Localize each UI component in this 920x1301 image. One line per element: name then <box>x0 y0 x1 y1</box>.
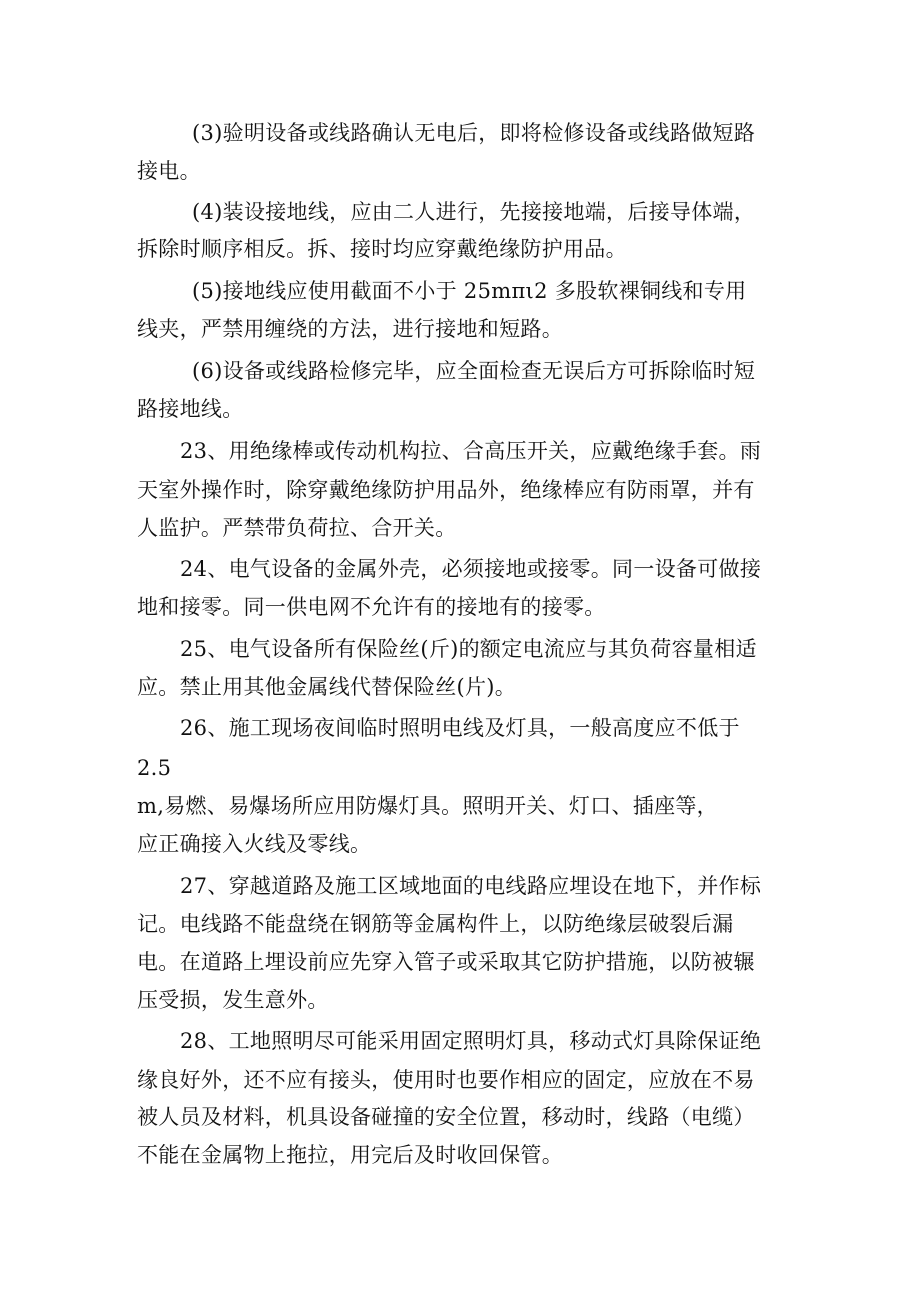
text-line: 应正确接入火线及零线。 <box>137 832 372 856</box>
text-line: 24、电气设备的金属外壳，必须接地或接零。同一设备可做接 <box>180 557 762 581</box>
text-line: 电。在道路上埋设前应先穿入管子或采取其它防护措施，以防被辗 <box>137 950 755 974</box>
text-line: 天室外操作时，除穿戴绝缘防护用品外，绝缘棒应有防雨罩，并有 <box>137 478 755 502</box>
text-line: 2.5 <box>137 756 172 780</box>
text-line: 不能在金属物上拖拉，用完后及时收回保管。 <box>137 1143 563 1167</box>
text-line: 拆除时顺序相反。拆、接时均应穿戴绝缘防护用品。 <box>137 237 627 261</box>
text-line: 压受损，发生意外。 <box>137 988 329 1012</box>
text-line: 应。禁止用其他金属线代替保险丝(片)。 <box>137 675 517 699</box>
text-line: 23、用绝缘棒或传动机构拉、合高压开关，应戴绝缘手套。雨 <box>180 439 762 463</box>
text-line: (6)设备或线路检修完毕，应全面检查无误后方可拆除临时短 <box>192 359 756 383</box>
text-line: 25、电气设备所有保险丝(斤)的额定电流应与其负荷容量相适 <box>180 637 757 661</box>
text-line: 27、穿越道路及施工区域地面的电线路应埋设在地下，并作标 <box>180 874 762 898</box>
text-line: (5)接地线应使用截面不小于 25mπι2 多股软裸铜线和专用 <box>192 279 747 303</box>
text-line: m,易燃、易爆场所应用防爆灯具。照明开关、灯口、插座等， <box>137 794 718 818</box>
text-line: 被人员及材料，机具设备碰撞的安全位置，移动时，线路（电缆） <box>137 1105 755 1129</box>
text-line: (4)装设接地线，应由二人进行，先接接地端，后接导体端， <box>192 200 756 224</box>
text-line: 记。电线路不能盘绕在钢筋等金属构件上，以防绝缘层破裂后漏 <box>137 912 734 936</box>
text-line: 路接地线。 <box>137 397 244 421</box>
text-line: 缘良好外，还不应有接头，使用时也要作相应的固定，应放在不易 <box>137 1068 755 1092</box>
text-line: 线夹，严禁用缠绕的方法，进行接地和短路。 <box>137 317 563 341</box>
text-line: 28、工地照明尽可能采用固定照明灯具，移动式灯具除保证绝 <box>180 1029 762 1053</box>
text-line: 26、施工现场夜间临时照明电线及灯具，一般高度应不低于 <box>180 716 740 740</box>
text-line: 人监护。严禁带负荷拉、合开关。 <box>137 516 457 540</box>
text-line: 地和接零。同一供电网不允许有的接地有的接零。 <box>137 595 606 619</box>
text-line: (3)验明设备或线路确认无电后，即将检修设备或线路做短路 <box>192 121 756 145</box>
text-line: 接电。 <box>137 159 201 183</box>
